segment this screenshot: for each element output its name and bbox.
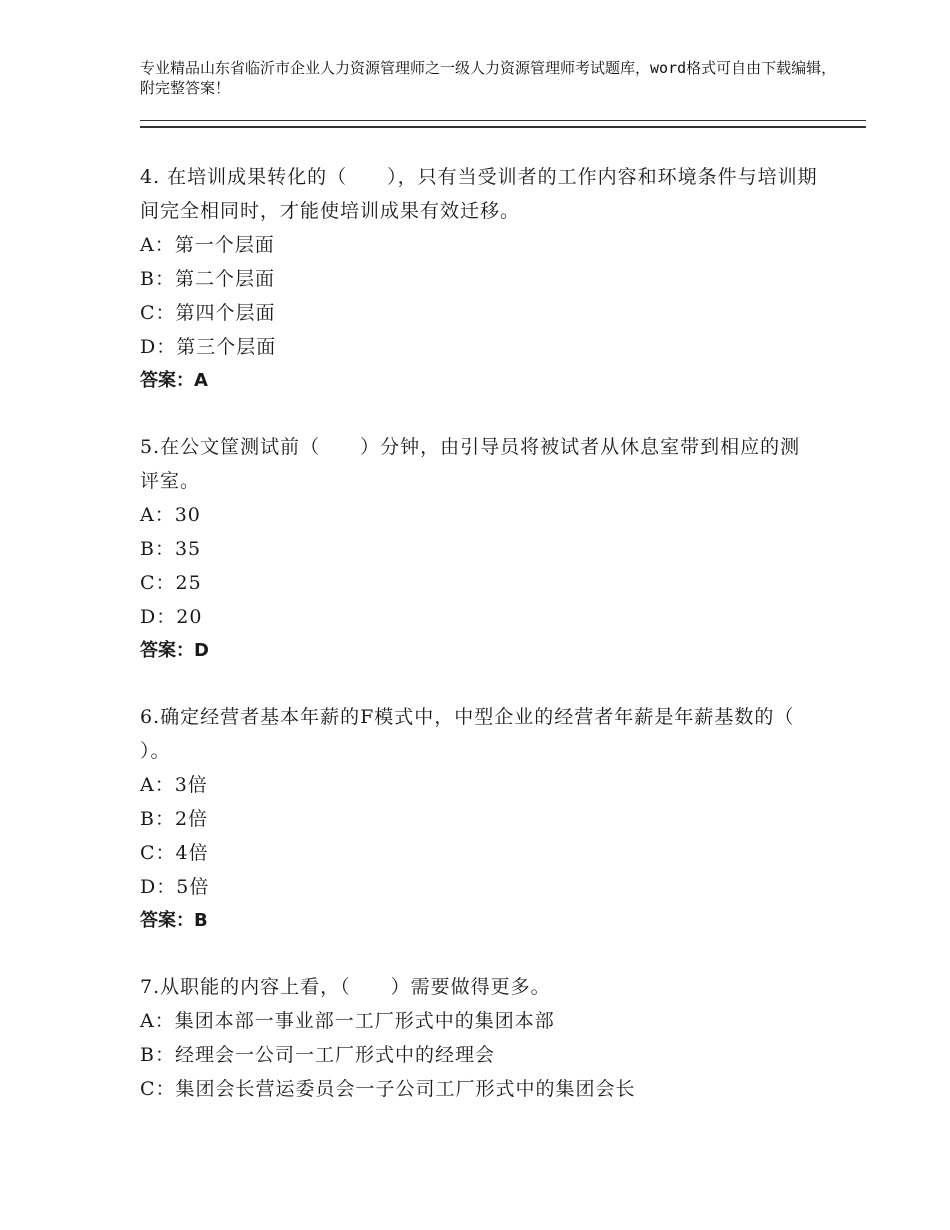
option-a: A：30 (140, 504, 201, 526)
option-d: D：20 (140, 606, 203, 628)
option-b: B：35 (140, 538, 202, 560)
option-b: B：第二个层面 (140, 268, 275, 290)
option-b: B：经理会一公司一工厂形式中的经理会 (140, 1044, 495, 1066)
question-stem: 5.在公文筐测试前（ ）分钟，由引导员将被试者从休息室带到相应的测评室。 (140, 436, 801, 492)
header-divider (140, 120, 866, 128)
answer-line: 答案：A (140, 370, 208, 391)
option-a: A：第一个层面 (140, 234, 275, 256)
question-6 (140, 700, 820, 938)
option-c: C：第四个层面 (140, 302, 276, 324)
document-header: 专业精品山东省临沂市企业人力资源管理师之一级人力资源管理师考试题库，word格式可自由下载编辑，附完整答案！ (140, 59, 837, 97)
question-stem: 6.确定经营者基本年薪的F模式中，中型企业的经营者年薪是年薪基数的（ ）。 (140, 706, 795, 762)
answer-line: 答案：B (140, 910, 208, 931)
question-stem: 7.从职能的内容上看，（ ）需要做得更多。 (140, 976, 551, 998)
answer-line: 答案：D (140, 640, 209, 661)
question-stem: 4. 在培训成果转化的（ ），只有当受训者的工作内容和环境条件与培训期间完全相同时，才能使培训成果有效迁移。 (140, 166, 818, 222)
question-list (140, 160, 820, 1138)
option-c: C：集团会长营运委员会一子公司工厂形式中的集团会长 (140, 1078, 636, 1100)
option-c: C：25 (140, 572, 202, 594)
option-c: C：4倍 (140, 842, 209, 864)
option-a: A：集团本部一事业部一工厂形式中的集团本部 (140, 1010, 555, 1032)
option-d: D：第三个层面 (140, 336, 277, 358)
question-5 (140, 430, 820, 668)
option-b: B：2倍 (140, 808, 209, 830)
option-a: A：3倍 (140, 774, 208, 796)
option-d: D：5倍 (140, 876, 210, 898)
question-4 (140, 160, 820, 398)
question-7 (140, 970, 820, 1106)
